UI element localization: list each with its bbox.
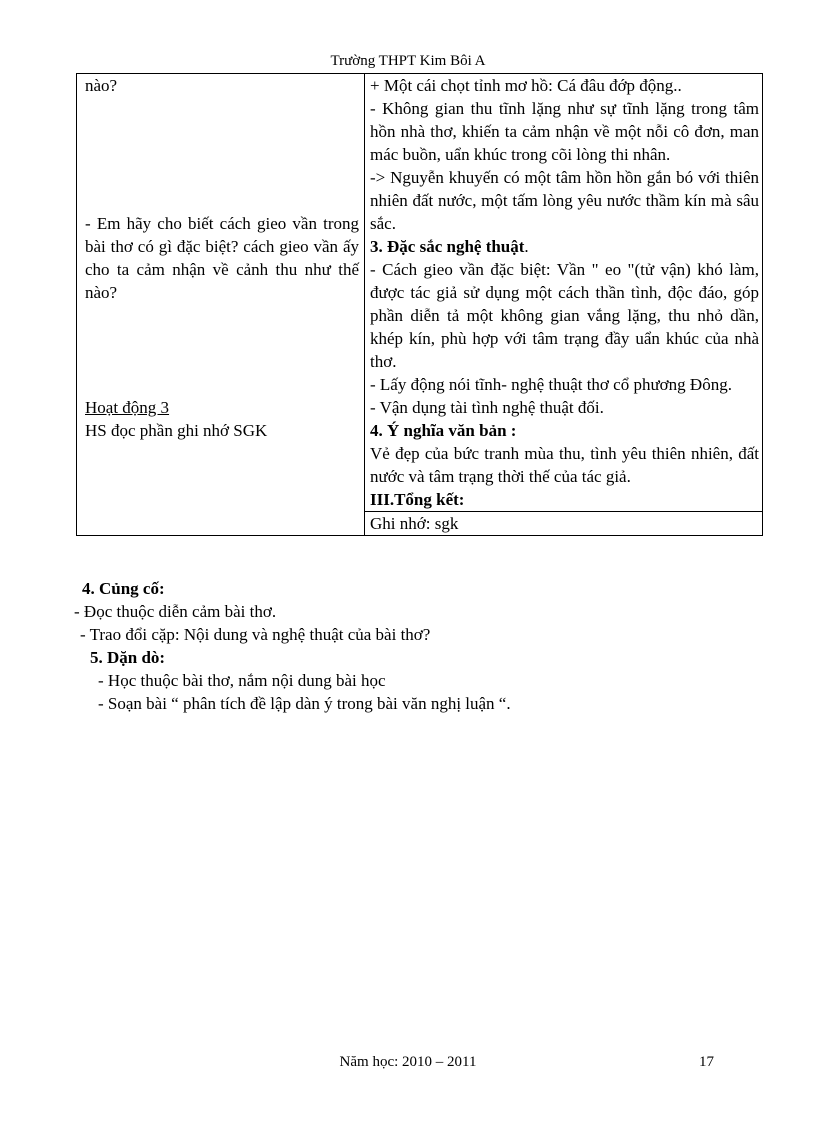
lesson-table bbox=[76, 73, 763, 536]
consolidation-item: - Đọc thuộc diễn cảm bài thơ. bbox=[74, 602, 277, 621]
consolidation-item: - Trao đổi cặp: Nội dung và nghệ thuật của bài thơ? bbox=[80, 625, 431, 644]
content-paragraph: - Lấy động nói tĩnh- nghệ thuật thơ cổ phương Đông. bbox=[370, 375, 732, 394]
content-paragraph: - Cách gieo vần đặc biệt: Vần " eo "(tử vận) khó làm, được tác giả sử dụng một cách thần tình, độc đáo, góp phần diễn tả một không gian vắng lặng, thu nhỏ dần, khép kín, phù hợp với tâm trạng đầy uẩn khúc của nhà thơ. bbox=[370, 260, 759, 371]
page-header: Trường THPT Kim Bôi A bbox=[330, 53, 486, 69]
section-3-title: 3. Đặc sắc nghệ thuật bbox=[370, 237, 525, 256]
summary-block bbox=[365, 511, 762, 535]
activity-title: Hoạt động 3 bbox=[85, 398, 170, 417]
follow-up-section bbox=[74, 577, 774, 715]
section-heading bbox=[370, 235, 759, 258]
section-3-dot: . bbox=[524, 237, 529, 256]
homework-item: - Soạn bài “ phân tích đề lập dàn ý trong bài văn nghị luận “. bbox=[98, 694, 511, 713]
homework-item: - Học thuộc bài thơ, nắm nội dung bài học bbox=[98, 671, 386, 690]
question-fragment: nào? bbox=[85, 76, 118, 95]
footer-school-year: Năm học: 2010 – 2011 bbox=[339, 1054, 477, 1070]
section-iii-title: III.Tổng kết: bbox=[370, 490, 465, 509]
content-paragraph: -> Nguyễn khuyến có một tâm hồn hồn gắn bó với thiên nhiên đất nước, một tấm lòng yêu nước thầm kín mà sâu sắc. bbox=[370, 168, 759, 233]
consolidation-title: 4. Củng cố: bbox=[82, 579, 165, 598]
teacher-activity-cell bbox=[77, 74, 365, 536]
table-row bbox=[77, 74, 763, 536]
content-paragraph: - Không gian thu tĩnh lặng như sự tĩnh lặng trong tâm hồn nhà thơ, khiến ta cảm nhận về một nỗi cô đơn, man mác buồn, uẩn khúc trong cõi lòng thi nhân. bbox=[370, 99, 759, 164]
content-line: + Một cái chọt tỉnh mơ hồ: Cá đâu đớp động.. bbox=[370, 76, 682, 95]
activity-block bbox=[85, 396, 359, 442]
summary-text: Ghi nhớ: sgk bbox=[370, 514, 459, 533]
content-paragraph: - Vận dụng tài tình nghệ thuật đối. bbox=[370, 398, 604, 417]
content-paragraph: Vẻ đẹp của bức tranh mùa thu, tình yêu thiên nhiên, đất nước và tâm trạng thời thế của tác giả. bbox=[370, 444, 759, 486]
section-4-title: 4. Ý nghĩa văn bản : bbox=[370, 421, 517, 440]
activity-text: HS đọc phần ghi nhớ SGK bbox=[85, 421, 268, 440]
homework-title: 5. Dặn dò: bbox=[90, 648, 166, 667]
page-number: 17 bbox=[699, 1054, 714, 1070]
content-cell bbox=[365, 74, 763, 536]
question-rhyme: - Em hãy cho biết cách gieo vần trong bài thơ có gì đặc biệt? cách gieo vần ấy cho ta cảm nhận về cảnh thu như thế nào? bbox=[85, 214, 359, 302]
